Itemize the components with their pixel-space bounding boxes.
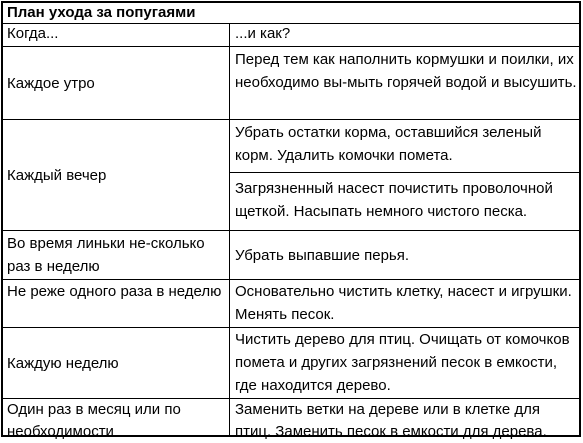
row-how: Убрать остатки корма, оставшийся зеленый корм. Удалить комочки помета. (235, 124, 542, 164)
row-when: Во время линьки не-сколько раз в неделю (7, 235, 205, 275)
row-how: Основательно чистить клетку, насест и игрушки. Менять песок. (229, 280, 579, 327)
row-how: Перед тем как наполнить кормушки и поилки, их необходимо вы-мыть горячей водой и высушить. (229, 47, 579, 119)
row-how: Убрать выпавшие перья. (235, 246, 410, 264)
row-when: Каждую неделю (7, 354, 119, 372)
table-title: План ухода за попугаями (3, 3, 579, 24)
row-how: Чистить дерево для птиц. Очищать от комочков помета и других загрязнений песок в емкости, где находится дерево. (229, 328, 579, 398)
sub-divider (229, 172, 579, 173)
table-row (3, 280, 579, 327)
row-when: Не реже одного раза в неделю (7, 283, 222, 300)
row-how: Заменить ветки на дереве или в клетке для птиц. Заменить песок в емкости для дерева. (229, 399, 579, 435)
table-row (3, 120, 579, 230)
header-row (3, 24, 579, 46)
header-how: ...и как? (229, 24, 579, 46)
table-row (3, 328, 579, 398)
care-plan-table (1, 1, 581, 440)
row-when: Каждое утро (7, 74, 95, 92)
table-row (3, 47, 579, 119)
table-row (3, 231, 579, 279)
header-when: Когда... (7, 25, 59, 42)
row-how: Загрязненный насест почистить проволочной щеткой. Насыпать немного чистого песка. (235, 180, 553, 220)
row-when: Один раз в месяц или по необходимости (7, 401, 181, 440)
row-when: Каждый вечер (7, 166, 107, 184)
table-row (3, 399, 579, 440)
